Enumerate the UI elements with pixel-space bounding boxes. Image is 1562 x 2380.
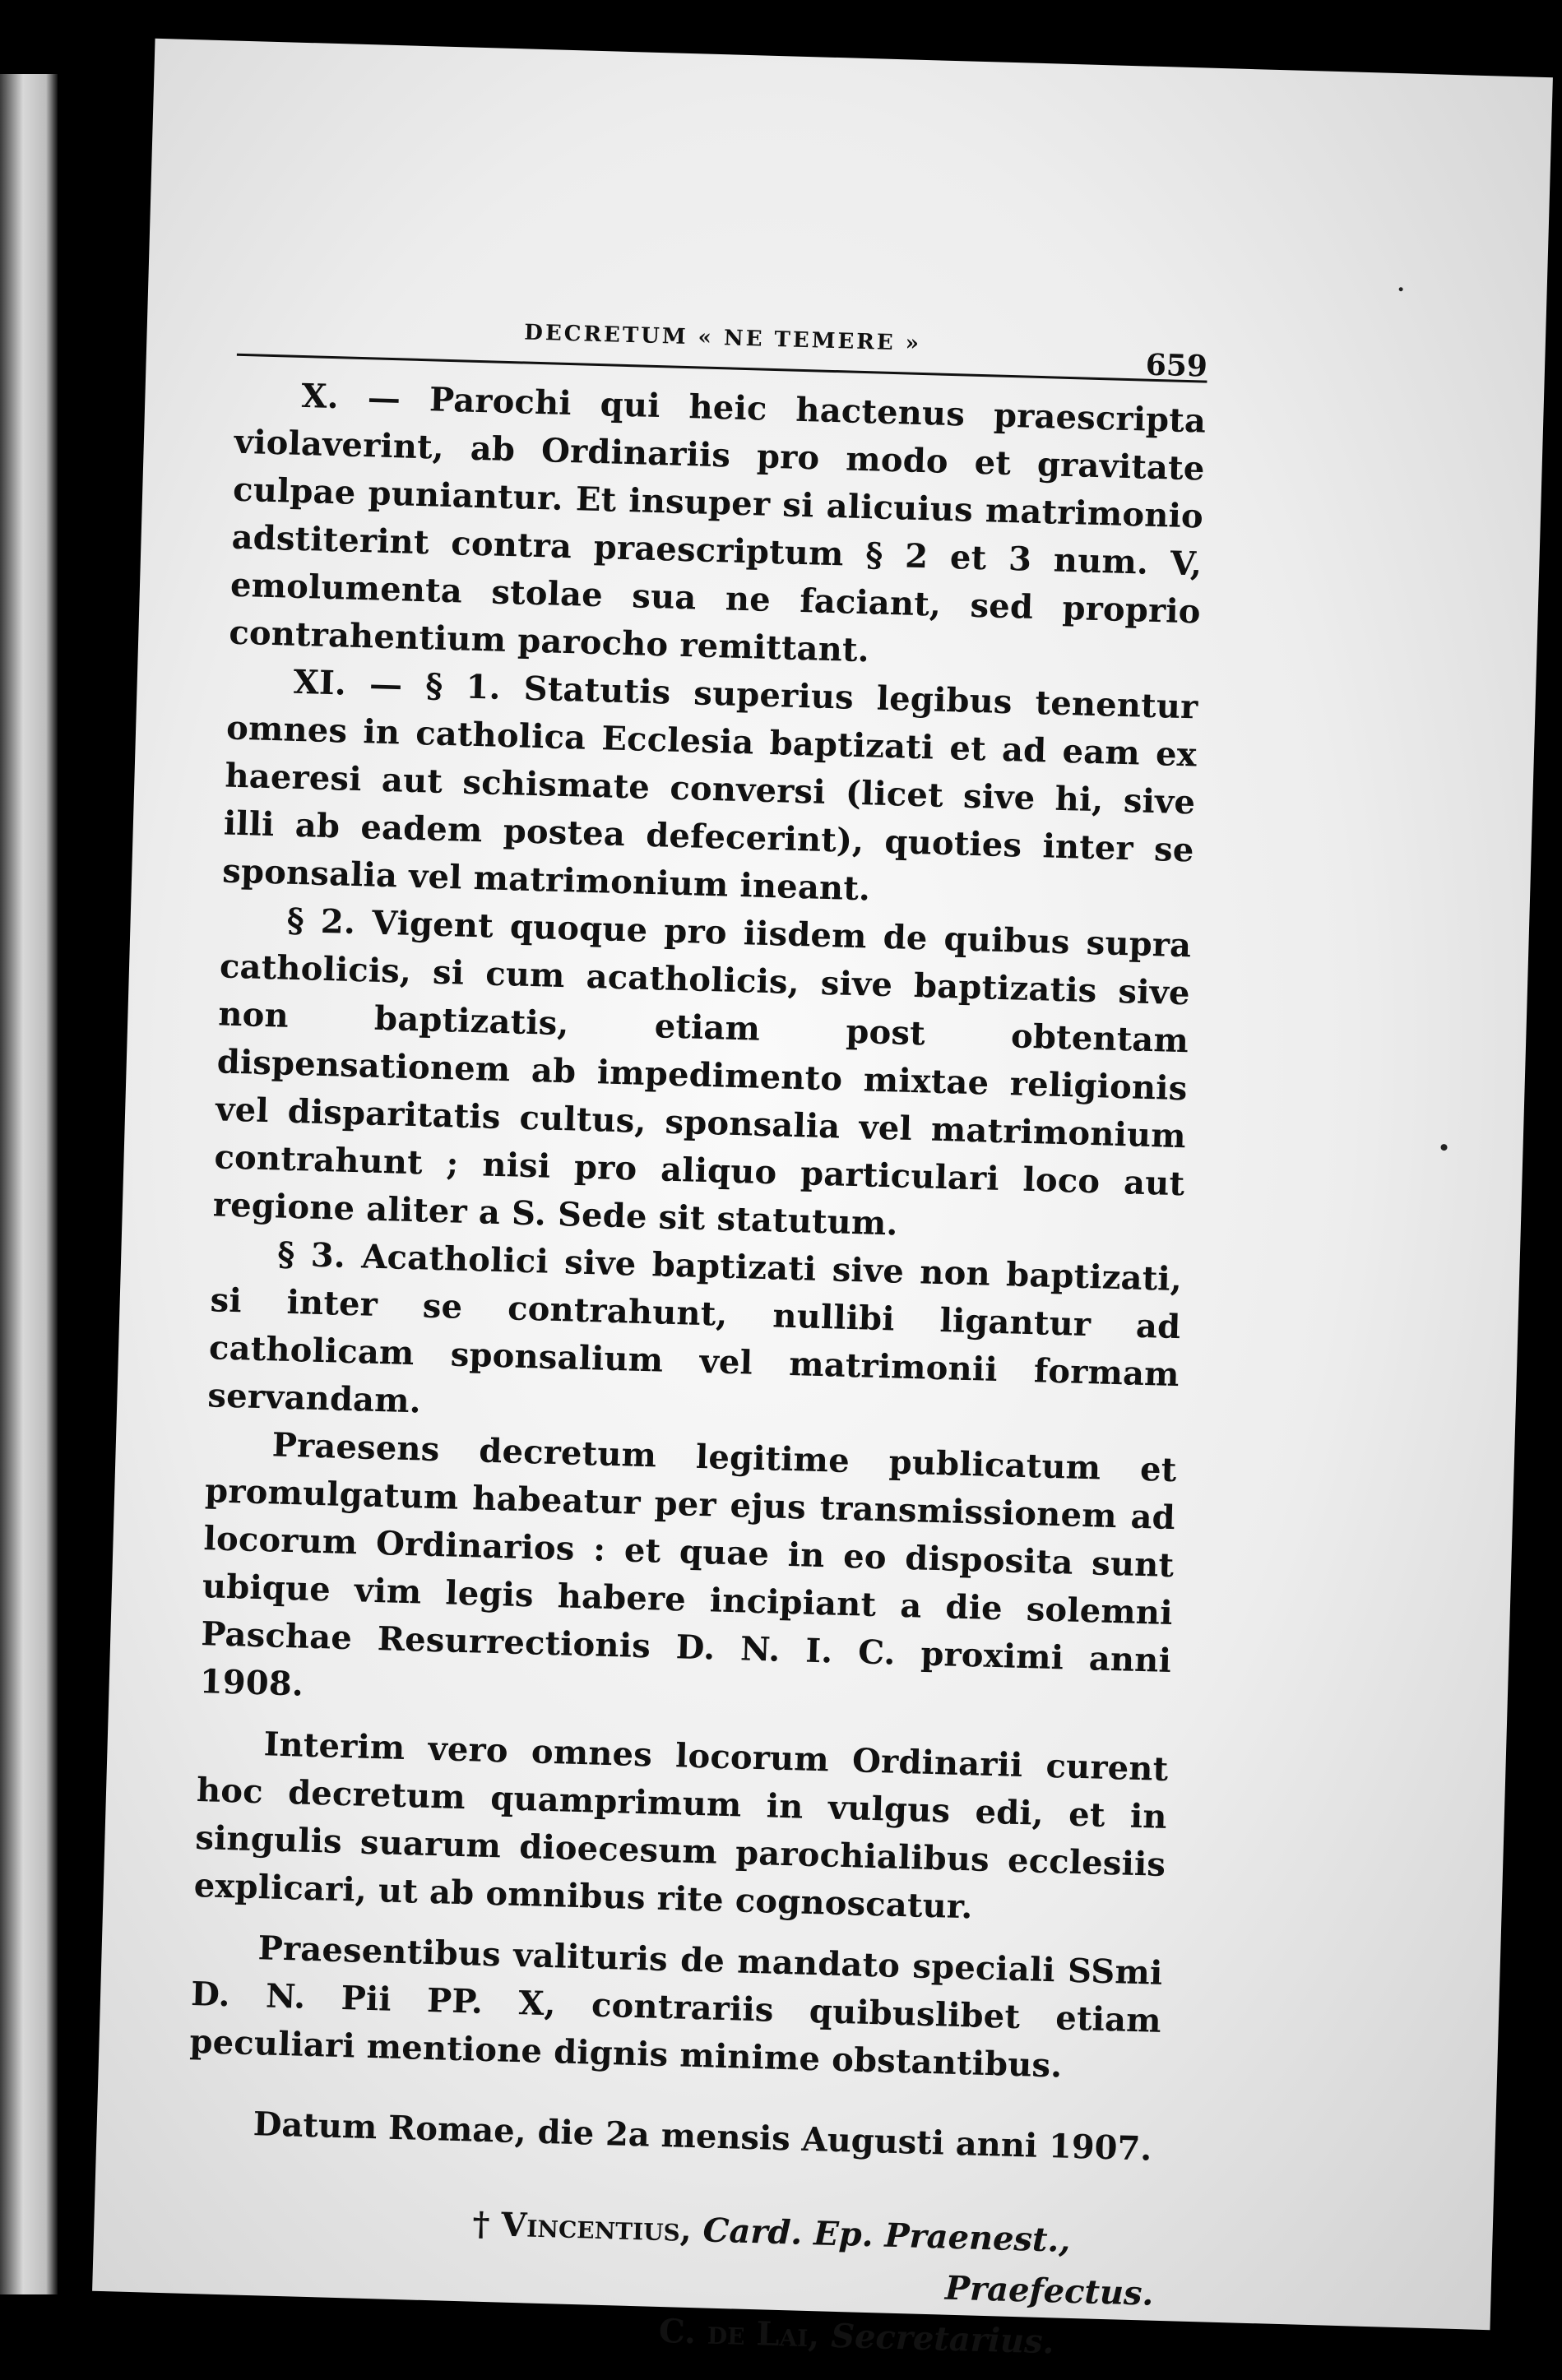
secretary-role: Secretarius. — [830, 2316, 1055, 2362]
datum-line: Datum Romae, die 2a mensis Augusti anni 1907. — [253, 2104, 1152, 2169]
paragraph-xi-2: § 2. Vigent quoque pro iisdem de quibus supra catholicis, si cum acatholicis, sive baptizatis sive non baptizatis, etiam post obtentam dispensationem ab impedimento mixtae religionis vel disparitatis cultus, sponsalia vel matrimonium contrahunt ; nisi pro aliquo particulari loco aut regione aliter a S. Sede sit statutum. — [212, 901, 1192, 1243]
page-number: 659 — [1145, 347, 1208, 384]
book-page — [92, 39, 1553, 2362]
prefect-role: Praefectus. — [944, 2268, 1155, 2313]
paragraph-xi-1: XI. — § 1. Statutis superius legibus tenentur omnes in catholica Ecclesia baptizati et ad eam ex haeresi aut schismate conversi (licet sive hi, sive illi ab eadem postea defecerint), quoties inter se sponsalia vel matrimonium ineant. — [221, 662, 1199, 909]
speck — [1399, 287, 1403, 291]
adjacent-page-edge — [0, 74, 58, 2294]
prefect-title: Card. Ep. Praenest., — [702, 2211, 1072, 2260]
running-head-title: DECRETUM « NE TEMERE » — [523, 320, 922, 356]
paragraph-interim: Interim vero omnes locorum Ordinarii curent hoc decretum quamprimum in vulgus edi, et in singulis suarum dioecesum parochialibus ecclesiis explicari, ut ab omnibus rite cognoscatur. — [193, 1725, 1169, 1927]
paragraph-x: X. — Parochi qui heic hactenus praescripta violaverint, ab Ordinariis pro modo et gravitate culpae puniantur. Et insuper si alicuius matrimonio adstiterint contra praescriptum § 2 et 3 num. V, emolumenta stolae sua ne faciant, sed proprio contrahentium parocho remittant. — [228, 376, 1207, 670]
prefect-name: Vincentius, — [500, 2205, 693, 2250]
paragraph-xi-3: § 3. Acatholici sive baptizati sive non baptizati, si inter se contrahunt, nullibi ligantur ad catholicam sponsalium vel matrimonii formam servandam. — [206, 1234, 1183, 1421]
cross-symbol: † — [471, 2204, 491, 2244]
paragraph-praesentibus: Praesentibus valituris de mandato speciali SSmi D. N. Pii PP. X, contrariis quibuslibet etiam peculiari mentione dignis minime obstantibus. — [188, 1929, 1164, 2086]
running-head — [237, 304, 1208, 383]
speck — [1440, 1144, 1447, 1151]
secretary-name: C. de Lai, — [658, 2311, 820, 2355]
page-content — [181, 304, 1208, 2371]
paragraph-promulgation: Praesens decretum legitime publicatum et promulgatum habeatur per ejus transmissionem ad locorum Ordinarios : et quae in eo disposita sunt ubique vim legis habere incipiant a die solemni Paschae Resurrectionis D. N. I. C. proximi anni 1908. — [199, 1425, 1178, 1704]
